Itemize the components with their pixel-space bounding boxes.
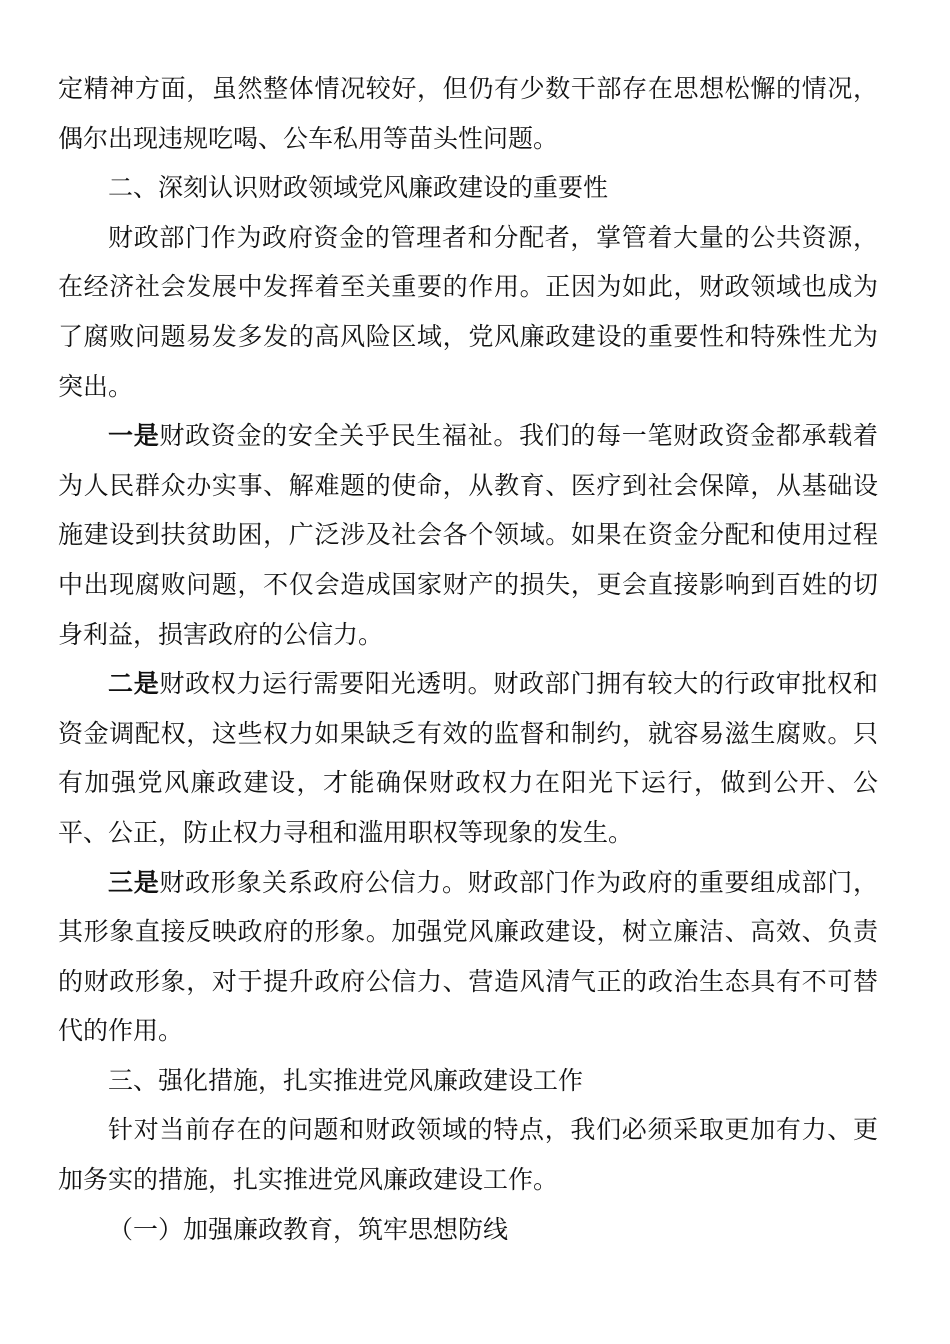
point-1-text: 财政资金的安全关乎民生福祉。我们的每一笔财政资金都承载着为人民群众办实事、解难题的使命，从教育、医疗到社会保障，从基础设施建设到扶贫助困，广泛涉及社会各个领域。如果在资金分配和使用过程中出现腐败问题，不仅会造成国家财产的损失，更会直接影响到百姓的切身利益，损害政府的公信力。 (58, 421, 878, 649)
section-heading-3: 三、强化措施，扎实推进党风廉政建设工作 (108, 1065, 584, 1095)
paragraph-importance-intro: 财政部门作为政府资金的管理者和分配者，掌管着大量的公共资源，在经济社会发展中发挥着至关重要的作用。正因为如此，财政领域也成为了腐败问题易发多发的高风险区域，党风廉政建设的重要性和特殊性尤为突出。 (58, 222, 878, 401)
paragraph-measures-intro: 针对当前存在的问题和财政领域的特点，我们必须采取更加有力、更加务实的措施，扎实推进党风廉政建设工作。 (58, 1115, 878, 1195)
section-heading-2: 二、深刻认识财政领域党风廉政建设的重要性 (108, 173, 609, 203)
paragraph-continued: 定精神方面，虽然整体情况较好，但仍有少数干部存在思想松懈的情况，偶尔出现违规吃喝、公车私用等苗头性问题。 (58, 74, 878, 153)
paragraph-point-3 (58, 858, 878, 1056)
point-2-lead: 二是 (108, 669, 160, 699)
subsection-heading-1: （一）加强廉政教育，筑牢思想防线 (108, 1214, 509, 1244)
document-body (58, 64, 878, 1254)
paragraph-point-1 (58, 411, 878, 659)
point-3-lead: 三是 (108, 867, 160, 897)
point-3-text: 财政形象关系政府公信力。财政部门作为政府的重要组成部门，其形象直接反映政府的形象。加强党风廉政建设，树立廉洁、高效、负责的财政形象，对于提升政府公信力、营造风清气正的政治生态具有不可替代的作用。 (58, 867, 878, 1046)
paragraph-point-2 (58, 659, 878, 857)
point-1-lead: 一是 (108, 421, 160, 451)
point-2-text: 财政权力运行需要阳光透明。财政部门拥有较大的行政审批权和资金调配权，这些权力如果缺乏有效的监督和制约，就容易滋生腐败。只有加强党风廉政建设，才能确保财政权力在阳光下运行，做到公开、公平、公正，防止权力寻租和滥用职权等现象的发生。 (58, 669, 878, 847)
